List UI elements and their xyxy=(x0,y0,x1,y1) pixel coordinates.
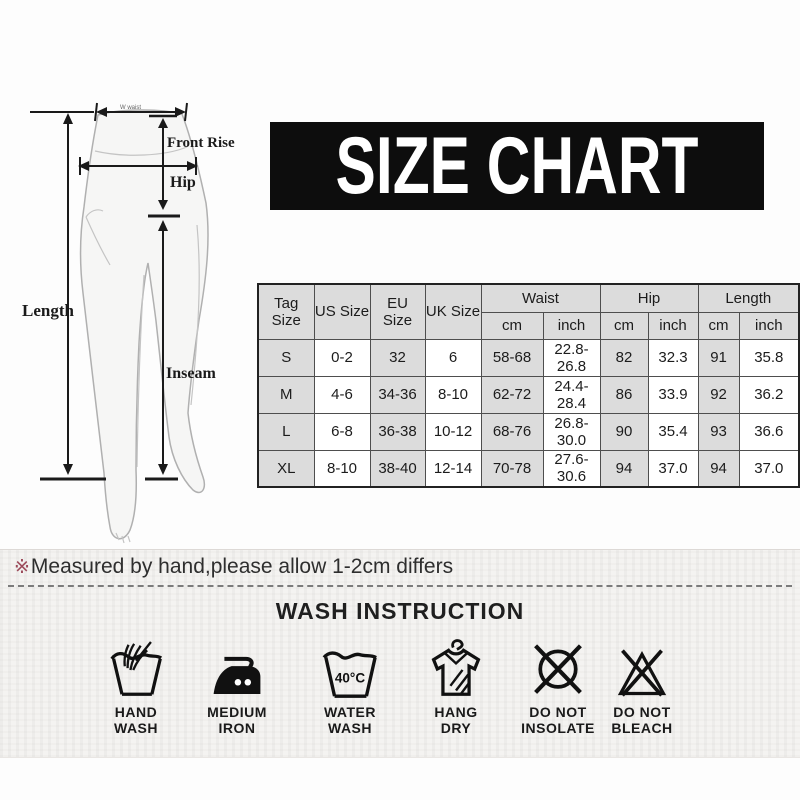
banner-title: SIZE CHART xyxy=(335,121,699,211)
wash-item-label: DO NOT xyxy=(529,704,587,720)
wash-item-label: MEDIUM xyxy=(207,704,267,720)
dashed-divider xyxy=(8,585,792,587)
wash-item-do-not-bleach xyxy=(577,636,707,736)
table-cell: 38-40 xyxy=(370,450,425,487)
header-length: Length xyxy=(698,284,799,312)
table-cell: 94 xyxy=(698,450,739,487)
table-cell: 26.8-30.0 xyxy=(543,413,600,450)
subheader-hip-inch: inch xyxy=(648,312,698,339)
hip-label: Hip xyxy=(170,174,196,191)
table-cell: 33.9 xyxy=(648,376,698,413)
wash-item-label: INSOLATE xyxy=(521,720,595,736)
table-header-row-1 xyxy=(258,284,799,312)
reference-mark-icon: ※ xyxy=(14,557,30,578)
table-cell: 0-2 xyxy=(314,339,370,376)
header-hip: Hip xyxy=(600,284,698,312)
medium-iron-icon xyxy=(210,636,264,700)
table-cell: 62-72 xyxy=(481,376,543,413)
table-cell: 4-6 xyxy=(314,376,370,413)
table-cell: 35.4 xyxy=(648,413,698,450)
table-row-m xyxy=(258,376,799,413)
wash-item-label: BLEACH xyxy=(611,720,673,736)
subheader-length-cm: cm xyxy=(698,312,739,339)
table-cell: 86 xyxy=(600,376,648,413)
table-row-xl xyxy=(258,450,799,487)
water-temp-label: 40°C xyxy=(334,670,366,686)
header-waist: Waist xyxy=(481,284,600,312)
header-eu-size: EU Size xyxy=(370,284,425,339)
header-tag-size: Tag Size xyxy=(258,284,314,339)
table-cell: 32.3 xyxy=(648,339,698,376)
hang-dry-icon xyxy=(428,636,484,700)
wash-item-label: DO NOT xyxy=(613,704,671,720)
measure-note xyxy=(14,555,453,579)
table-cell: 68-76 xyxy=(481,413,543,450)
table-cell: 91 xyxy=(698,339,739,376)
size-chart-banner xyxy=(270,122,764,210)
table-cell: 8-10 xyxy=(425,376,481,413)
table-cell: L xyxy=(258,413,314,450)
wash-item-label: HANG xyxy=(434,704,478,720)
subheader-hip-cm: cm xyxy=(600,312,648,339)
table-cell: 36.2 xyxy=(739,376,799,413)
front-rise-label: Front Rise xyxy=(167,135,235,151)
subheader-length-inch: inch xyxy=(739,312,799,339)
wash-item-label: DRY xyxy=(440,720,472,736)
table-cell: M xyxy=(258,376,314,413)
table-cell: 6 xyxy=(425,339,481,376)
header-us-size: US Size xyxy=(314,284,370,339)
table-cell: 22.8-26.8 xyxy=(543,339,600,376)
table-cell: 27.6-30.6 xyxy=(543,450,600,487)
table-cell: 82 xyxy=(600,339,648,376)
table-cell: 58-68 xyxy=(481,339,543,376)
wash-item-label: HAND xyxy=(114,704,158,720)
inseam-label: Inseam xyxy=(166,365,216,382)
table-cell: 93 xyxy=(698,413,739,450)
table-cell: 32 xyxy=(370,339,425,376)
wash-item-label: WASH xyxy=(328,720,372,736)
table-cell: 12-14 xyxy=(425,450,481,487)
size-table xyxy=(257,283,800,488)
table-cell: 36.6 xyxy=(739,413,799,450)
table-cell: 8-10 xyxy=(314,450,370,487)
table-cell: 34-36 xyxy=(370,376,425,413)
wash-instruction-title: WASH INSTRUCTION xyxy=(275,598,525,624)
table-cell: 36-38 xyxy=(370,413,425,450)
table-row-s xyxy=(258,339,799,376)
header-uk-size: UK Size xyxy=(425,284,481,339)
subheader-waist-cm: cm xyxy=(481,312,543,339)
table-cell: 10-12 xyxy=(425,413,481,450)
table-row-l xyxy=(258,413,799,450)
subheader-waist-inch: inch xyxy=(543,312,600,339)
table-cell: 92 xyxy=(698,376,739,413)
water-wash-icon xyxy=(321,636,379,700)
table-cell: 37.0 xyxy=(648,450,698,487)
table-cell: 37.0 xyxy=(739,450,799,487)
length-label: Length xyxy=(22,301,74,320)
do-not-bleach-icon xyxy=(614,636,670,700)
table-cell: 70-78 xyxy=(481,450,543,487)
table-cell: 6-8 xyxy=(314,413,370,450)
leggings-measurement-diagram xyxy=(0,75,260,547)
hand-wash-icon xyxy=(108,636,164,700)
table-cell: 24.4-28.4 xyxy=(543,376,600,413)
table-cell: S xyxy=(258,339,314,376)
measure-note-text: Measured by hand,please allow 1-2cm differs xyxy=(30,555,454,578)
wash-item-medium-iron xyxy=(172,636,302,736)
wash-item-label: WATER xyxy=(323,704,376,720)
wash-item-label: WASH xyxy=(114,720,158,736)
table-cell: XL xyxy=(258,450,314,487)
table-cell: 94 xyxy=(600,450,648,487)
table-cell: 90 xyxy=(600,413,648,450)
wash-item-label: IRON xyxy=(218,720,256,736)
waist-tiny-label: W waist xyxy=(120,105,141,111)
table-cell: 35.8 xyxy=(739,339,799,376)
